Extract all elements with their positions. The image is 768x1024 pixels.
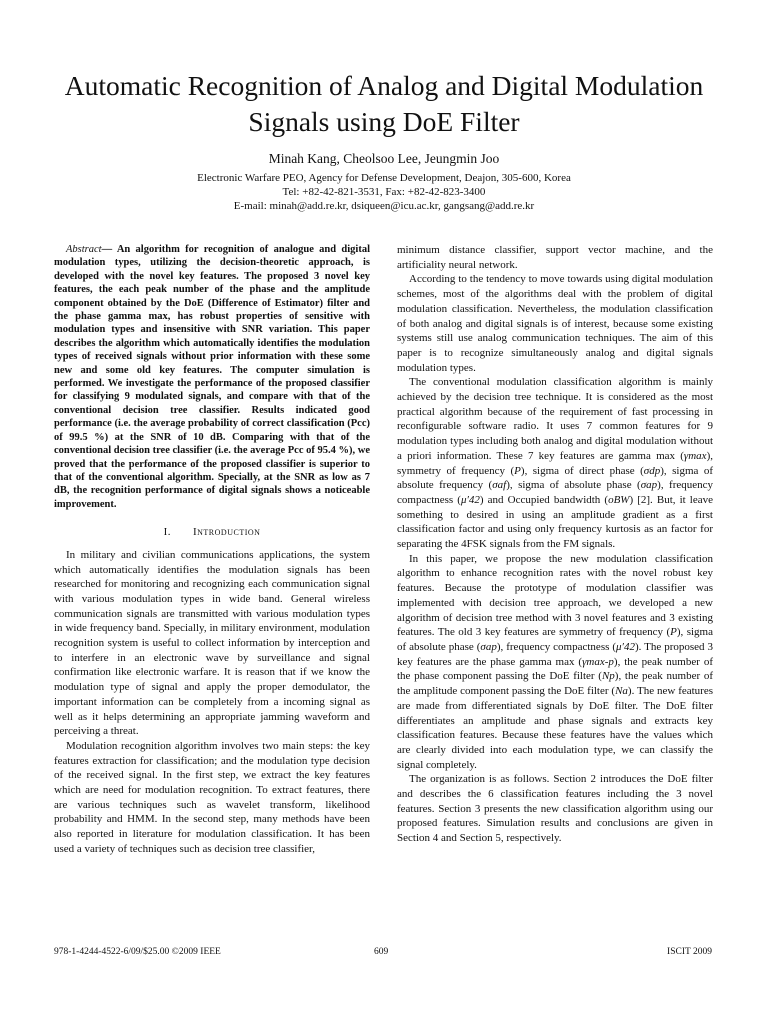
math-symbol: P (514, 464, 521, 477)
math-symbol: Na (615, 685, 628, 698)
math-symbol: P (670, 626, 677, 639)
math-symbol: σap (640, 479, 658, 492)
body-paragraph: The organization is as follows. Section 2 introduces the DoE filter and describes the 6 classification features including the 3 novel features. Section 3 presents the new classification algorithm using our proposed features. Simulation results and conclusions are given in Section 4 and Section 5, respectively. (397, 773, 713, 845)
text-run: ), sigma of absolute frequency ( (397, 464, 713, 492)
text-run: The conventional modulation classification algorithm is mainly achieved by the decision tree technique. It is considered as the most practical algorithm because of the requirement of fast processing in reconfigurable software radio. It uses 7 common features for 9 modulation types including both analog and digital modulation without a priori information. These 7 key features are gamma max ( (397, 376, 713, 462)
math-symbol: σap (480, 640, 497, 653)
text-run: ), frequency compactness ( (496, 640, 617, 653)
text-run: ), sigma of absolute phase ( (397, 626, 713, 653)
math-symbol: oBW (608, 493, 630, 506)
affiliation-line: Electronic Warfare PEO, Agency for Defense Development, Deajon, 305-600, Korea (197, 172, 571, 184)
math-symbol: Np (601, 670, 615, 683)
body-paragraph: According to the tendency to move towards using digital modulation schemes, most of the algorithms deal with the problem of digital modulation classification. Nevertheless, the modulation classification of both analog and digital signals is of interest, because some existing systems still use analog communication techniques. The aim of this paper is to recognize simultaneously analog and digital signals modulation types. (397, 273, 713, 374)
text-run: ), symmetry of frequency ( (397, 449, 713, 477)
left-column (54, 243, 370, 857)
math-symbol: σaf (492, 479, 507, 492)
abstract-label: Abstract (66, 244, 102, 255)
section-number: I. (163, 526, 171, 539)
math-symbol: μ′42 (460, 493, 480, 506)
math-symbol: μ′42 (616, 640, 635, 653)
footer-conference: ISCIT 2009 (667, 947, 712, 957)
text-run: ), frequency compactness ( (397, 479, 714, 506)
text-run: ). The new features are made from differentiated signals by DoE filter. The DoE filter differentiates an amplitude and phase signals and extracts key classification features. Because these features have the values which are clearly divided into each modulation type, we can classify the signal completely. (397, 685, 713, 771)
author-list: Minah Kang, Cheolsoo Lee, Jeungmin Joo (268, 151, 500, 166)
section-title: Introduction (192, 526, 261, 539)
text-run: ) [2]. But, it leave something to desired in using an amplitude gradient as a first classification factor and using only frequency kurtosis as an factor for separating the 4FSK signals from the FM signals. (397, 493, 714, 551)
text-run: ) and Occupied bandwidth ( (479, 493, 609, 506)
body-paragraph (397, 552, 713, 773)
text-run: ), sigma of direct phase ( (520, 464, 644, 477)
abstract (54, 243, 370, 511)
body-paragraph (397, 375, 713, 551)
right-column (397, 243, 713, 846)
affiliation-block (60, 171, 708, 213)
body-paragraph: minimum distance classifier, support vector machine, and the artificiality neural network. (397, 244, 713, 271)
body-paragraph: In military and civilian communications applications, the system which automatically identifies the modulation signals has been researched for monitoring and recognizing each communication signal with various modulation types in wide band. General wireless communication signals are transmitted with various modulation types in wide frequency band. Specially, in military environment, modulation recognition system is useful to collect information by interception and to interfere in an electronic wave by surveillance and signal confirmation like electronic warfare. It is reason that if we know the modulation type of signal and apply the proper demodulator, the important information can be completely from a incoming signal as well as it helps determining an appropriate jamming waveform and perceiving a threat. (54, 548, 370, 738)
text-run: ), the peak number of the phase component passing the DoE filter ( (397, 655, 713, 683)
footer-isbn: 978-1-4244-4522-6/09/$25.00 ©2009 IEEE (54, 947, 221, 957)
text-run: ), the peak number of the amplitude component passing the DoE filter ( (397, 670, 713, 698)
section-heading-introduction (54, 525, 370, 540)
contact-email-line: E-mail: minah@add.re.kr, dsiqueen@icu.ac.kr, gangsang@add.re.kr (233, 200, 535, 212)
paper-title: Automatic Recognition of Analog and Digital Modulation Signals using DoE Filter (64, 70, 704, 137)
text-run: ), sigma of absolute phase ( (506, 479, 641, 492)
math-symbol: σdp (643, 464, 661, 477)
abstract-text: — An algorithm for recognition of analogue and digital modulation types, utilizing the decision-theoretic approach, is developed with the novel key features. The proposed 3 novel key features, the each peak number of the phase and the amplitude component obtained by the DoE (Difference of Estimator) filter and the phase gamma max, has robust properties of sensitive with modulation types and insensitive with SNR variation. This paper describes the algorithm which automatically identifies the modulation types of received signals without prior information with these some new and some old key features. The computer simulation is performed. We investigate the performance of the proposed classifier for classifying 9 modulated signals, and compare with that of the conventional decision tree classifier. Results indicated good performance (i.e. the average probability of correct classification (Pcc) of 99.5 %) at the SNR of 10 dB. Comparing with that of the conventional decision tree classifier (i.e. the average Pcc of 95.4 %), we proved that the performance of the proposed classifier is superior to that of the conventional algorithm. Specially, at the SNR as low as 7 dB, the recognition performance of digital signals shows a noticeable improvement. (54, 244, 370, 510)
text-run: In this paper, we propose the new modulation classification algorithm to enhance recognition rates with the novel robust key features. Because the prototype of modulation classifier was implemented with decision tree approach, we developed a new algorithm of decision tree method with 3 novel features and 3 existing features. The old 3 key features are symmetry of frequency ( (397, 552, 713, 639)
body-paragraph: Modulation recognition algorithm involves two main steps: the key features extraction for classification; and the modulation type decision of the received signal. In the first step, we extract the key features which are need for modulation recognition. To extract features, there are various techniques such as wavelet transform, likelihood probability and HMM. In the second step, many methods have been also reported in literature for modulation classification. It has been used a variety of techniques such as decision tree classifier, (54, 739, 370, 855)
footer-page-number: 609 (374, 947, 389, 957)
contact-phone-line: Tel: +82-42-821-3531, Fax: +82-42-823-3400 (282, 186, 486, 198)
math-symbol: γmax-p (582, 655, 614, 668)
text-run: ). The proposed 3 key features are the phase gamma max ( (397, 640, 713, 668)
math-symbol: γmax (683, 449, 707, 462)
